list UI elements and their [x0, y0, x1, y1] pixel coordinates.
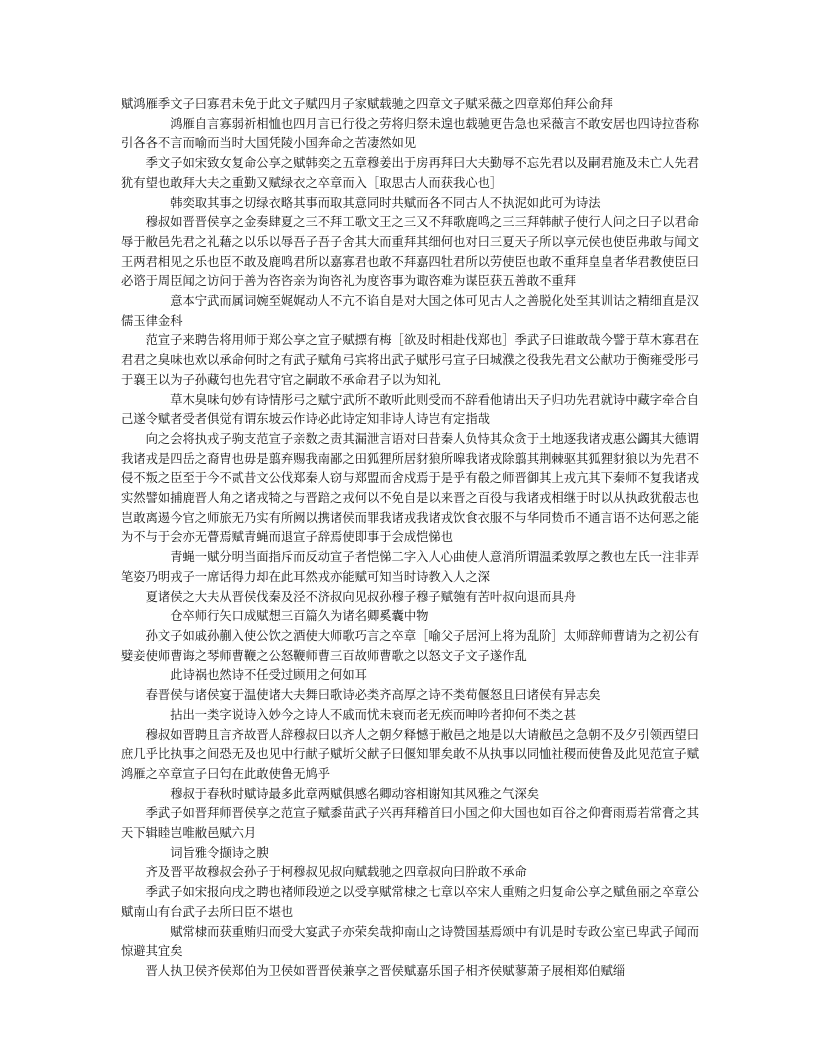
commentary-paragraph: 草木臭味句妙有诗情彤弓之赋宁武所不敢听此则受而不辞看他请出天子归功先君就诗中藏字牵合自己遂令赋者受者俱觉有谓东坡云作诗必此诗定知非诗人诗岂有定指哉: [121, 392, 699, 427]
text-paragraph: 穆叔如晋晋侯享之金奏肆夏之三不拜工歌文王之三又不拜歌鹿鸣之三三拜韩献子使行人问之曰子以君命辱于敝邑先君之礼藉之以乐以辱吾子吾子舍其大而重拜其细何也对曰三夏天子所以享元侯也使臣弗敢与闻文王两君相见之乐也臣不敢及鹿鸣君所以嘉寡君也敢不拜嘉四牡君所以劳使臣也敢不重拜皇皇者华君教使臣曰必谘于周臣闻之访问于善为咨咨亲为询咨礼为度咨事为诹咨难为谋臣获五善敢不重拜: [121, 215, 699, 289]
text-paragraph: 晋人执卫侯齐侯郑伯为卫侯如晋晋侯兼享之晋侯赋嘉乐国子相齐侯赋蓼萧子展相郑伯赋缁: [145, 963, 626, 978]
text-paragraph: 夏诸侯之大夫从晋侯伐秦及泾不济叔向见叔孙穆子穆子赋匏有苦叶叔向退而具舟: [145, 589, 576, 604]
commentary-paragraph: 词旨雅令撷诗之腴: [170, 845, 269, 860]
text-paragraph: 春晋侯与诸侯宴于温使诸大夫舞曰歌诗必类齐高厚之诗不类荀偃怒且曰诸侯有异志矣: [145, 688, 601, 703]
text-paragraph: 季武子如宋报向戌之聘也褚师段逆之以受享赋常棣之七章以卒宋人重贿之归复命公享之赋鱼丽之卒章公赋南山有台武子去所曰臣不堪也: [121, 885, 699, 919]
text-paragraph: 孙文子如戚孙蒯入使公饮之酒使大师歌巧言之卒章［喻父子居河上将为乱阶］太师辞师曹请为之初公有嬖妾使师曹诲之琴师曹鞭之公怒鞭师曹三百故师曹歌之以怒文子文子遂作乱: [121, 628, 699, 663]
text-paragraph: 赋鸿雁季文子曰寡君未免于此文子赋四月子家赋载驰之四章文子赋采薇之四章郑伯拜公俞拜: [121, 97, 613, 111]
commentary-paragraph: 赋常棣而获重贿归而受大宴武子亦荣矣哉抑南山之诗赞国基焉颂中有讥是时专政公室已卑武子闻而惊避其宜矣: [121, 924, 699, 959]
document-page: [121, 95, 699, 982]
commentary-paragraph: 韩奕取其事之切绿衣略其事而取其意同时共赋而各不同古人不执泥如此可为诗法: [170, 195, 601, 210]
text-paragraph: 穆叔如晋聘且言齐故晋人辞穆叔曰以齐人之朝夕释憾于敝邑之地是以大请敝邑之急朝不及夕引领西望曰庶几乎比执事之间恐无及也见中行献子赋圻父献子曰偃知罪矣敢不从执事以同恤社稷而使鲁及此见范宣子赋鸿雁之卒章宣子曰匄在此敢使鲁无鸠乎: [121, 727, 699, 781]
commentary-paragraph: 鸿雁自言寡弱祈相恤也四月言已行役之劳将归祭未遑也载驰更告急也采薇言不敢安居也四诗拉沓称引各各不言而喻而当时大国凭陵小国奔命之苦凄然如见: [121, 116, 699, 151]
text-paragraph: 范宣子来聘告将用师于郑公享之宣子赋摽有梅［欲及时相赴伐郑也］季武子曰谁敢哉今譬于草木寡君在君君之臭味也欢以承命何时之有武子赋角弓宾将出武子赋彤弓宣子曰城濮之役我先君文公献功于衡雍受彤弓于襄王以为子孙藏匄也先君守官之嗣敢不承命君子以为知礼: [121, 333, 699, 387]
text-paragraph: 季文子如宋致女复命公享之赋韩奕之五章穆姜出于房再拜曰大夫勤辱不忘先君以及嗣君施及未亡人先君犹有望也敢拜大夫之重勤又赋绿衣之卒章而入［取思古人而获我心也］: [121, 156, 699, 190]
commentary-paragraph: 拈出一类字说诗入妙今之诗人不戚而忧未衰而老无疾而呻吟者抑何不类之甚: [170, 707, 576, 722]
commentary-paragraph: 穆叔于春秋时赋诗最多此章两赋俱感名卿动容相谢知其风雅之气深矣: [170, 786, 540, 801]
text-paragraph: 齐及晋平故穆叔会孙子于柯穆叔见叔向赋载驰之四章叔向曰肸敢不承命: [145, 865, 527, 880]
text-paragraph: 季武子如晋拜师晋侯享之范宣子赋黍苗武子兴再拜稽首曰小国之仰大国也如百谷之仰膏雨焉若常膏之其天下辑睦岂唯敝邑赋六月: [121, 806, 699, 841]
commentary-paragraph: 意本宁武而属词婉至娓娓动人不亢不谄自是对大国之体可见古人之善脱化处至其训诂之精细直是汉儒玉律金科: [121, 294, 699, 328]
commentary-paragraph: 此诗祸也然诗不任受过顾用之何如耳: [170, 668, 367, 683]
commentary-paragraph: 仓卒师行矢口成赋想三百篇久为诸名卿奚囊中物: [170, 609, 429, 624]
commentary-paragraph: 青蝇一赋分明当面指斥而反动宣子者恺悌二字入人心曲使人意消所谓温柔敦厚之教也左氏一注非弄笔姿乃明戎子一席话得力却在此耳然戎亦能赋可知当时诗教入人之深: [121, 550, 699, 584]
text-paragraph: 向之会将执戎子驹支范宣子亲数之责其漏泄言语对曰昔秦人负恃其众贪于土地逐我诸戎惠公蠲其大德谓我诸戎是四岳之裔胄也毋是翦弃赐我南鄙之田狐狸所居豺狼所嗥我诸戎除翦其荆棘驱其狐狸豺狼以为先君不侵不叛之臣至于今不贰昔文公伐郑秦人窃与郑盟而舍戍焉于是乎有殽之师晋御其上戎亢其下秦师不复我诸戎实然譬如捕鹿晋人角之诸戎犄之与晋踣之戎何以不免自是以来晋之百役与我诸戎相继于时以从执政犹殽志也岂敢离逷今官之师旅无乃实有所阙以携诸侯而罪我诸戎我诸戎饮食衣服不与华同贽币不通言语不达何恶之能为不与于会亦无瞢焉赋青蝇而退宣子辞焉使即事于会成恺悌也: [121, 431, 699, 545]
